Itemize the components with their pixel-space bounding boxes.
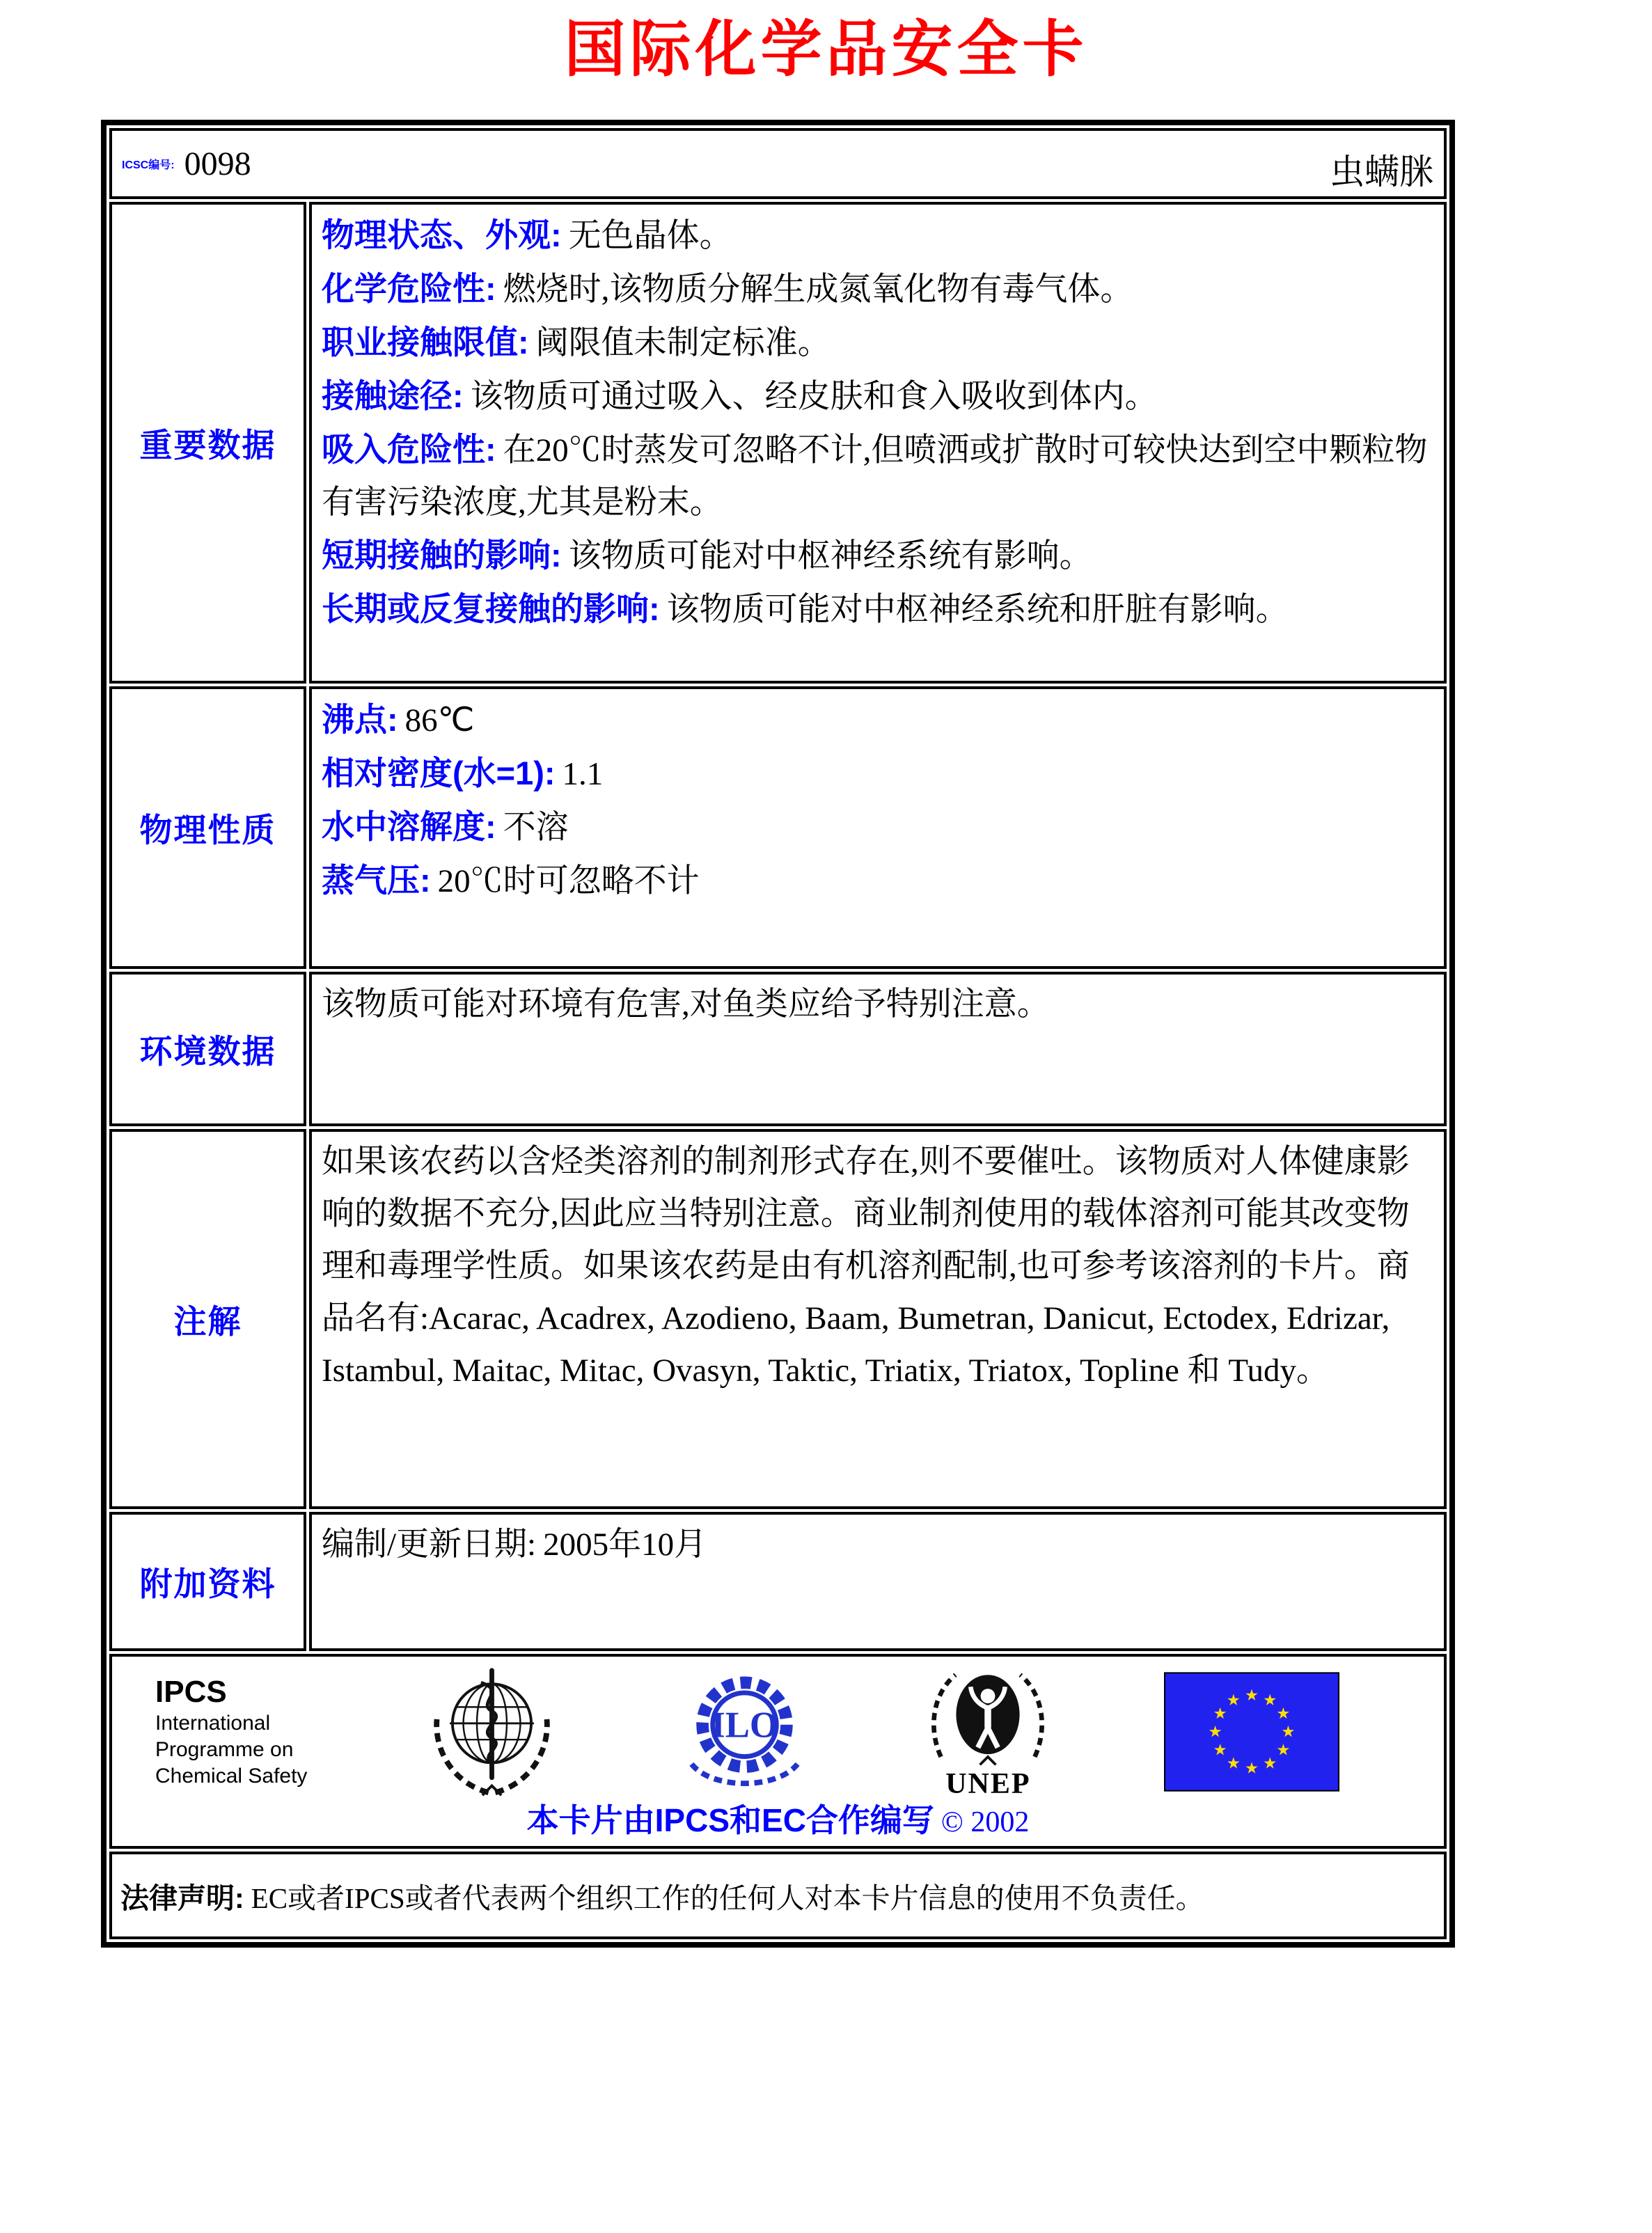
additional-info-row bbox=[109, 1512, 1447, 1651]
property-line bbox=[322, 800, 1434, 854]
property-value: 该物质可能对中枢神经系统和肝脏有影响。 bbox=[666, 592, 1289, 628]
property-line bbox=[322, 209, 1434, 262]
property-key: 吸入危险性: bbox=[322, 431, 496, 468]
ipcs-subtitle-line: Chemical Safety bbox=[155, 1764, 308, 1788]
header-row bbox=[109, 128, 1447, 199]
ipcs-subtitle-line: Programme on bbox=[155, 1737, 294, 1761]
ilo-label: ILO bbox=[710, 1705, 778, 1746]
organizations-row bbox=[109, 1654, 1447, 1849]
notes-row bbox=[109, 1129, 1447, 1509]
notes-text: 如果该农药以含烃类溶剂的制剂形式存在,则不要催吐。该物质对人体健康影响的数据不充分,因此应当特别注意。商业制剂使用的载体溶剂可能其改变物理和毒理学性质。如果该农药是由有机溶剂配制,也可参考该溶剂的卡片。商品名有:Acarac, Acadrex, Azodieno, Baam, Bumetran, Danicut, Ectodex, Edrizar, Istambul, Maitac, Mitac, Ovasyn, Taktic, Triatix, Triatox, Topline 和 Tudy。 bbox=[322, 1144, 1410, 1389]
physical-properties-content bbox=[309, 686, 1447, 969]
legal-cell bbox=[109, 1852, 1447, 1939]
property-key: 蒸气压: bbox=[322, 862, 431, 899]
page-title: 国际化学品安全卡 bbox=[564, 17, 1088, 84]
important-data-content bbox=[309, 202, 1447, 684]
ipcs-block bbox=[155, 1674, 307, 1790]
unep-logo-icon bbox=[918, 1664, 1057, 1769]
property-value: 无色晶体。 bbox=[568, 218, 732, 254]
additional-info-label-cell bbox=[109, 1512, 306, 1651]
legal-row bbox=[109, 1852, 1447, 1939]
property-key: 接触途径: bbox=[322, 377, 464, 414]
section-label-physical-properties: 物理性质 bbox=[139, 811, 276, 849]
important-data-row bbox=[109, 202, 1447, 684]
important-data-label-cell bbox=[109, 202, 306, 684]
section-label-important-data: 重要数据 bbox=[139, 426, 276, 464]
update-date-key: 编制/更新日期: bbox=[322, 1526, 537, 1563]
property-value: 阈限值未制定标准。 bbox=[535, 325, 831, 361]
who-logo-icon bbox=[414, 1664, 570, 1799]
property-value: 20℃时可忽略不计 bbox=[437, 863, 700, 899]
property-line bbox=[322, 529, 1434, 583]
property-key: 化学危险性: bbox=[322, 270, 496, 307]
property-key: 长期或反复接触的影响: bbox=[322, 590, 660, 627]
legal-text: EC或者IPCS或者代表两个组织工作的任何人对本卡片信息的使用不负责任。 bbox=[251, 1881, 1204, 1914]
property-key: 物理状态、外观: bbox=[322, 216, 562, 253]
ipcs-subtitle-line: International bbox=[155, 1711, 271, 1735]
ipcs-acronym: IPCS bbox=[155, 1674, 227, 1709]
eu-flag-icon bbox=[1164, 1672, 1339, 1792]
copyright-text: © 2002 bbox=[941, 1806, 1030, 1838]
property-key: 相对密度(水=1): bbox=[322, 755, 556, 791]
organizations-cell bbox=[109, 1654, 1447, 1849]
section-label-notes: 注解 bbox=[173, 1302, 242, 1340]
chemical-name: 虫螨脒 bbox=[1330, 152, 1434, 191]
physical-properties-row bbox=[109, 686, 1447, 969]
property-value: 1.1 bbox=[562, 756, 604, 792]
header-cell bbox=[109, 128, 1447, 199]
property-value: 该物质可通过吸入、经皮肤和食入吸收到体内。 bbox=[470, 379, 1158, 415]
icsc-number-label: ICSC编号: bbox=[122, 159, 175, 171]
property-value: 不溶 bbox=[503, 810, 569, 846]
property-line bbox=[322, 423, 1434, 529]
ilo-logo-icon bbox=[677, 1664, 812, 1799]
caption-text: 本卡片由IPCS和EC合作编写 bbox=[526, 1802, 934, 1838]
property-value: 燃烧时,该物质分解生成氮氧化物有毒气体。 bbox=[503, 271, 1133, 308]
property-line bbox=[322, 854, 1434, 908]
property-key: 沸点: bbox=[322, 701, 398, 738]
additional-info-content bbox=[309, 1512, 1447, 1651]
icsc-number-value: 0098 bbox=[184, 145, 251, 182]
logos-line bbox=[126, 1664, 1430, 1799]
environmental-data-row bbox=[109, 972, 1447, 1126]
property-value: 在20℃时蒸发可忽略不计,但喷洒或扩散时可较快达到空中颗粒物有害污染浓度,尤其是粉末。 bbox=[322, 432, 1428, 521]
environmental-data-text: 该物质可能对环境有危害,对鱼类应给予特别注意。 bbox=[322, 986, 1050, 1023]
property-line bbox=[322, 316, 1434, 370]
environmental-data-label-cell bbox=[109, 972, 306, 1126]
property-key: 短期接触的影响: bbox=[322, 537, 562, 574]
update-date-value: 2005年10月 bbox=[543, 1526, 707, 1563]
update-date-line bbox=[322, 1519, 1434, 1571]
property-key: 职业接触限值: bbox=[322, 324, 529, 361]
legal-label: 法律声明: bbox=[120, 1881, 244, 1914]
physical-properties-label-cell bbox=[109, 686, 306, 969]
notes-content bbox=[309, 1129, 1447, 1509]
section-label-additional-info: 附加资料 bbox=[139, 1565, 276, 1602]
property-value: 86℃ bbox=[404, 702, 475, 739]
section-label-environmental-data: 环境数据 bbox=[139, 1032, 276, 1070]
property-value: 该物质可能对中枢神经系统有影响。 bbox=[568, 538, 1092, 574]
unep-block bbox=[918, 1664, 1057, 1799]
unep-label: UNEP bbox=[945, 1767, 1031, 1800]
property-key: 水中溶解度: bbox=[322, 808, 496, 845]
property-line bbox=[322, 370, 1434, 423]
property-line bbox=[322, 693, 1434, 747]
property-line bbox=[322, 747, 1434, 800]
property-line bbox=[322, 262, 1434, 316]
cooperation-caption bbox=[126, 1801, 1430, 1842]
icsc-table bbox=[101, 120, 1455, 1948]
notes-label-cell bbox=[109, 1129, 306, 1509]
environmental-data-content bbox=[309, 972, 1447, 1126]
property-line bbox=[322, 583, 1434, 636]
